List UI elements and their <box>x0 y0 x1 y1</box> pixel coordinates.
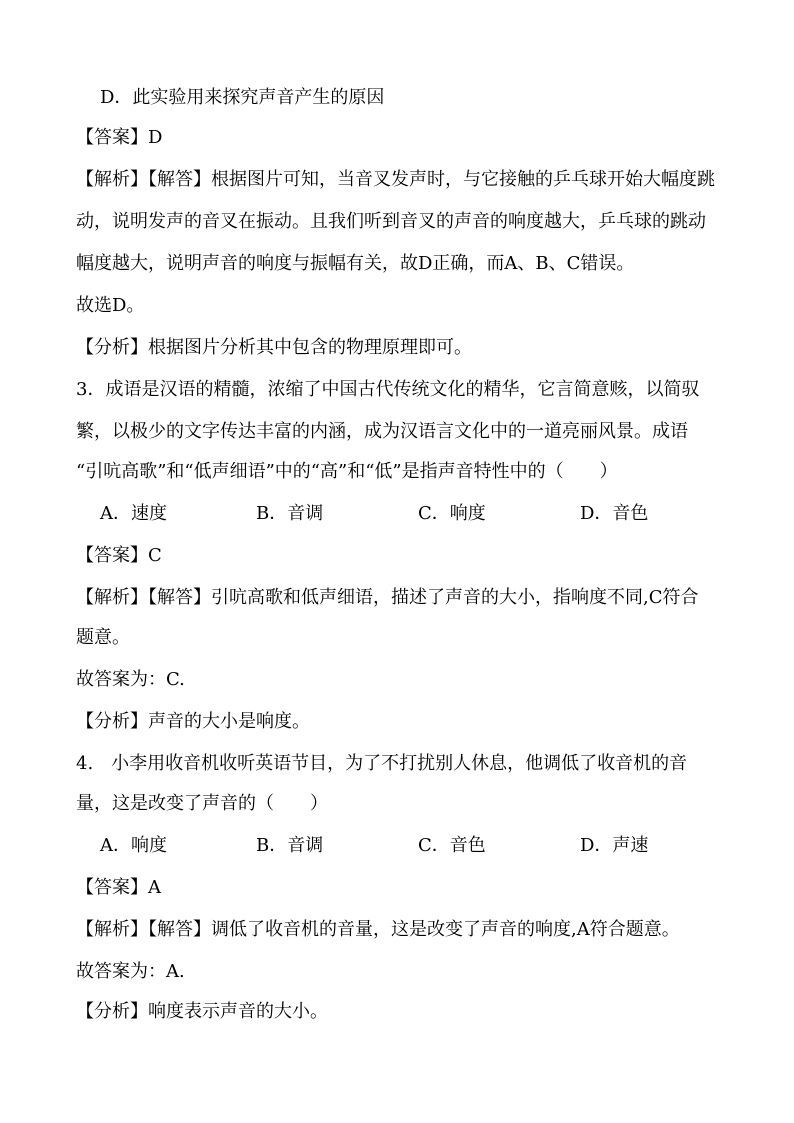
q2-explanation-line-1: 【解析】【解答】根据图片可知，当音叉发声时，与它接触的乒乓球开始大幅度跳 <box>76 169 715 190</box>
q4-question-line-2: 量，这是改变了声音的（ ） <box>76 793 328 814</box>
q3-option-c: C．响度 <box>418 503 486 524</box>
q3-analysis: 【分析】声音的大小是响度。 <box>76 711 310 732</box>
q4-answer: 【答案】A <box>76 877 161 898</box>
q3-options <box>100 502 740 526</box>
q2-answer: 【答案】D <box>76 127 163 148</box>
q4-analysis: 【分析】响度表示声音的大小。 <box>76 1001 328 1022</box>
q4-option-c: C．音色 <box>418 835 486 856</box>
q4-conclusion: 故答案为：A. <box>76 961 185 982</box>
q4-options <box>100 834 740 858</box>
q2-option-d: D．此实验用来探究声音产生的原因 <box>100 87 385 108</box>
q3-question-line-1: 3．成语是汉语的精髓，浓缩了中国古代传统文化的精华，它言简意赅，以简驭 <box>76 379 700 400</box>
q2-conclusion: 故选D。 <box>76 295 145 316</box>
q3-explanation-line-2: 题意。 <box>76 627 130 648</box>
q4-option-d: D．声速 <box>580 835 649 856</box>
q3-conclusion: 故答案为：C. <box>76 669 185 690</box>
q3-answer: 【答案】C <box>76 545 162 566</box>
q4-option-b: B．音调 <box>256 835 324 856</box>
q4-option-a: A．响度 <box>100 835 167 856</box>
q3-option-d: D．音色 <box>580 503 649 524</box>
q3-question-line-3: “引吭高歌”和“低声细语”中的“高”和“低”是指声音特性中的（ ） <box>76 461 618 482</box>
q4-question-line-1: 4. 小李用收音机收听英语节目，为了不打扰别人休息，他调低了收音机的音 <box>76 753 688 774</box>
q3-option-a: A．速度 <box>100 503 167 524</box>
q3-explanation-line-1: 【解析】【解答】引吭高歌和低声细语，描述了声音的大小，指响度不同,C符合 <box>76 587 699 608</box>
q3-option-b: B．音调 <box>256 503 324 524</box>
q2-analysis: 【分析】根据图片分析其中包含的物理原理即可。 <box>76 337 472 358</box>
q4-explanation-line-1: 【解析】【解答】调低了收音机的音量，这是改变了声音的响度,A符合题意。 <box>76 919 680 940</box>
q2-explanation-line-3: 幅度越大，说明声音的响度与振幅有关，故D正确，而A、B、C错误。 <box>76 253 635 274</box>
q3-question-line-2: 繁，以极少的文字传达丰富的内涵，成为汉语言文化中的一道亮丽风景。成语 <box>76 421 688 442</box>
q2-explanation-line-2: 动，说明发声的音叉在振动。且我们听到音叉的声音的响度越大，乒乓球的跳动 <box>76 211 706 232</box>
